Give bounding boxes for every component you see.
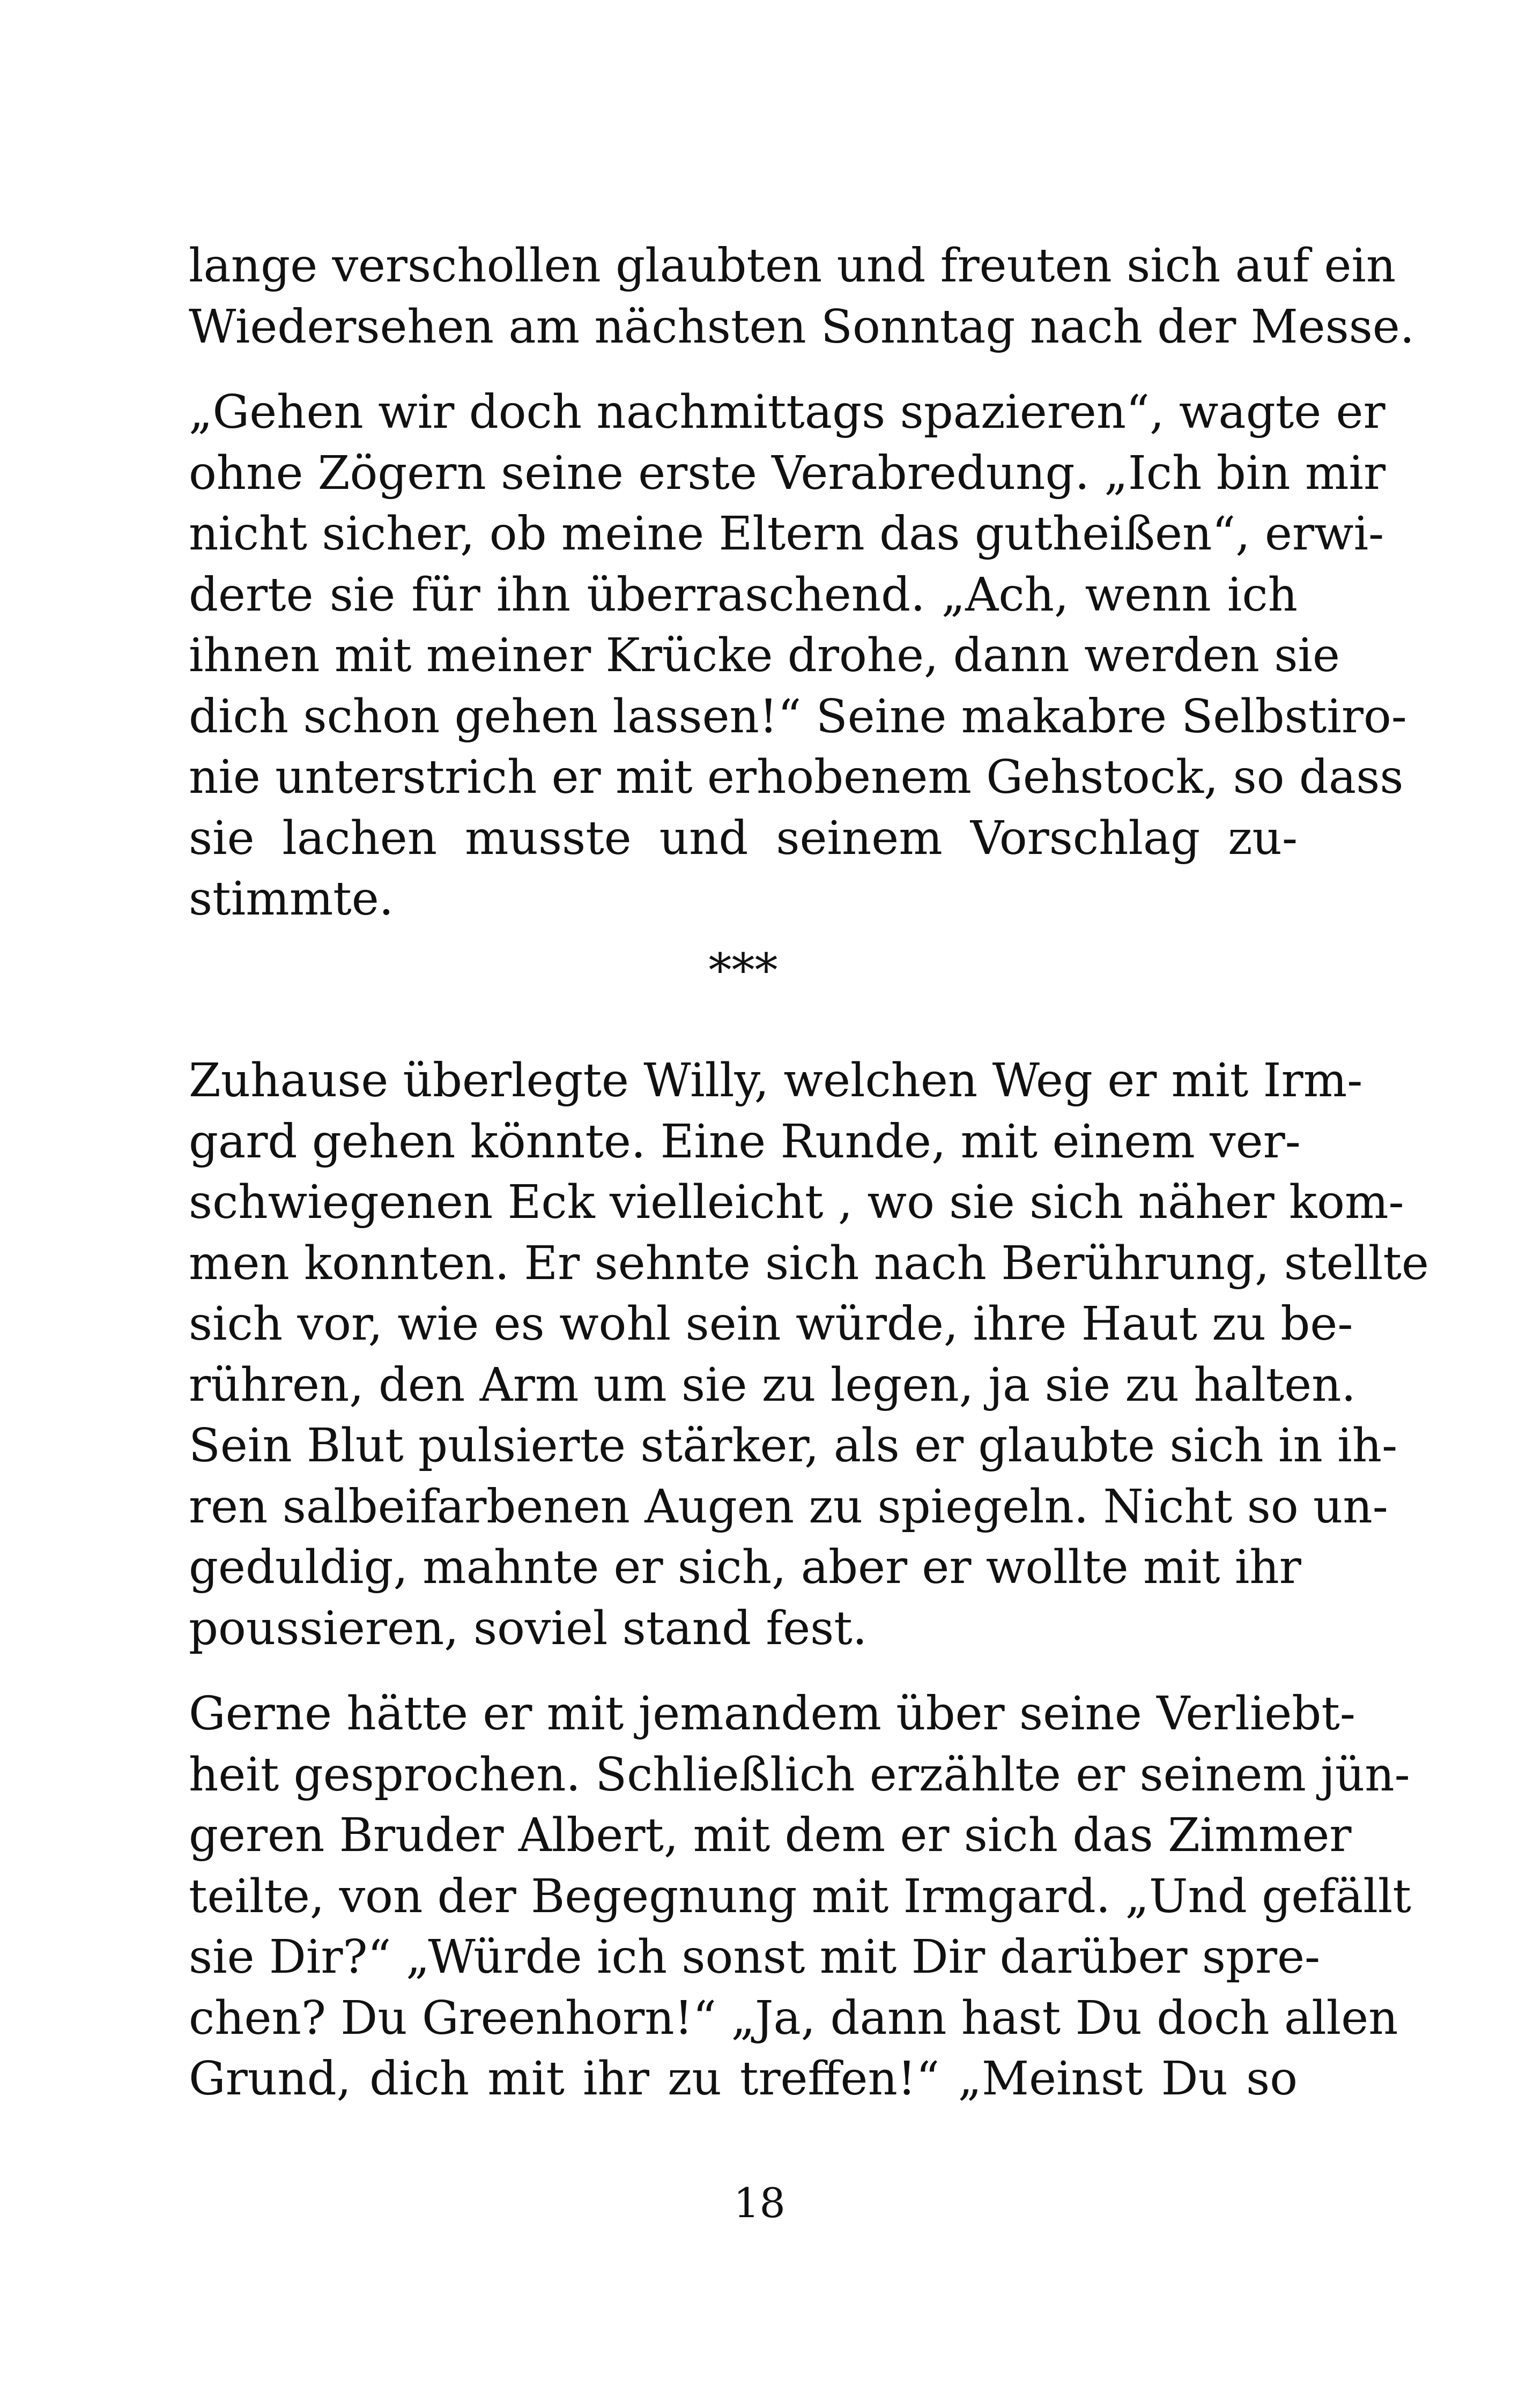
text-line: geren Bruder Albert, mit dem er sich das Zimmer xyxy=(189,1809,1352,1862)
scene-separator: *** xyxy=(708,943,778,998)
text-line: Gerne hätte er mit jemandem über seine Verliebt- xyxy=(189,1687,1355,1741)
text-line: heit gesprochen. Schließlich erzählte er seinem jün- xyxy=(189,1748,1410,1802)
text-line: stimmte. xyxy=(189,872,394,926)
paragraph-4 xyxy=(189,1684,1411,2110)
text-line: Sein Blut pulsierte stärker, als er glaubte sich in ih- xyxy=(189,1419,1398,1473)
text-line: rühren, den Arm um sie zu legen, ja sie zu halten. xyxy=(189,1358,1356,1412)
text-line: lange verschollen glaubten und freuten sich auf ein xyxy=(189,239,1396,293)
text-line: geduldig, mahnte er sich, aber er wollte mit ihr xyxy=(189,1541,1301,1594)
text-line: schwiegenen Eck vielleicht , wo sie sich näher kom- xyxy=(189,1176,1404,1229)
text-line: derte sie für ihn überraschend. „Ach, wenn ich xyxy=(189,568,1298,622)
text-line: Zuhause überlegte Willy, welchen Weg er mit Irm- xyxy=(189,1054,1363,1108)
paragraph-2 xyxy=(189,382,1407,930)
text-line: men konnten. Er sehnte sich nach Berührung, stellte xyxy=(189,1236,1429,1290)
text-line: sie Dir?“ „Würde ich sonst mit Dir darüber spre- xyxy=(189,1930,1321,1984)
text-line: gard gehen könnte. Eine Runde, mit einem ver- xyxy=(189,1114,1301,1169)
text-line: poussieren, soviel stand fest. xyxy=(189,1601,868,1655)
text-line: Wiedersehen am nächsten Sonntag nach der Messe. xyxy=(189,300,1415,354)
body-text xyxy=(189,236,1429,2110)
text-line: ihnen mit meiner Krücke drohe, dann werden sie xyxy=(189,629,1340,682)
text-line: sich vor, wie es wohl sein würde, ihre Haut zu be- xyxy=(189,1297,1353,1351)
text-line: nie unterstrich er mit erhobenem Gehstock, so dass xyxy=(189,750,1404,804)
text-line: ohne Zögern seine erste Verabredung. „Ich bin mir xyxy=(189,446,1386,500)
text-line: dich schon gehen lassen!“ Seine makabre Selbstiro- xyxy=(189,689,1407,744)
text-line: Grund, dich mit ihr zu treffen!“ „Meinst Du so xyxy=(189,2052,1298,2106)
text-line: ren salbeifarbenen Augen zu spiegeln. Nicht so un- xyxy=(189,1480,1388,1534)
text-line: teilte, von der Begegnung mit Irmgard. „Und gefällt xyxy=(189,1869,1411,1923)
text-line: sie lachen musste und seinem Vorschlag zu- xyxy=(189,811,1298,865)
page-number: 18 xyxy=(733,2179,786,2227)
text-line: „Gehen wir doch nachmittags spazieren“, wagte er xyxy=(189,385,1385,439)
paragraph-1 xyxy=(189,236,1415,358)
text-line: chen? Du Greenhorn!“ „Ja, dann hast Du doch allen xyxy=(189,1991,1398,2045)
text-line: nicht sicher, ob meine Eltern das gutheißen“, erwi- xyxy=(189,507,1384,561)
paragraph-3 xyxy=(189,1051,1429,1659)
